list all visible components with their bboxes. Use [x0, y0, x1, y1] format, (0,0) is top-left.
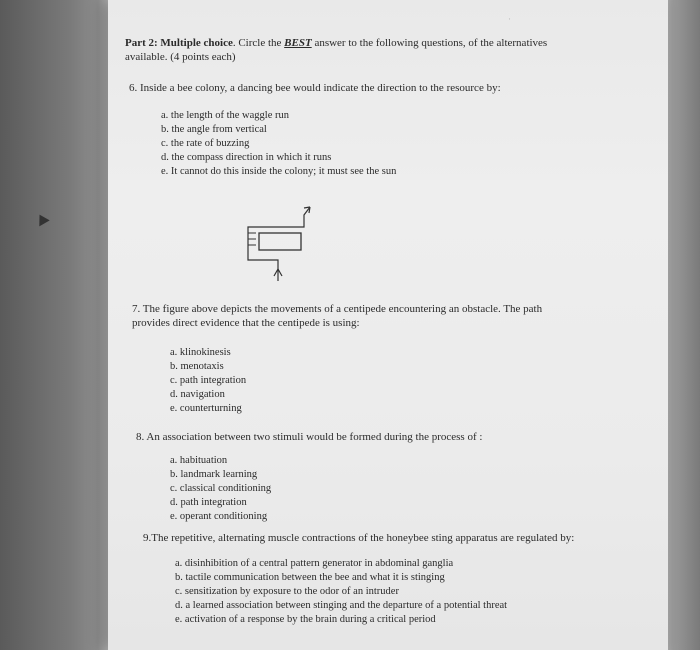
question-7-stem-line1: 7. The figure above depicts the movements of a centipede encountering an obstacle. The path — [132, 303, 543, 315]
q9-option-a[interactable]: a. disinhibition of a central pattern generator in abdominal ganglia — [175, 558, 454, 569]
question-8-stem: 8. An association between two stimuli would be formed during the process of : — [136, 431, 483, 443]
part-instruction-b: answer to the following questions, of the alternatives — [311, 37, 548, 49]
q8-option-b[interactable]: b. landmark learning — [170, 469, 258, 480]
q9-option-c[interactable]: c. sensitization by exposure to the odor of an intruder — [175, 586, 399, 597]
q7-option-e[interactable]: e. counterturning — [170, 403, 242, 414]
centipede-path-figure — [234, 193, 344, 288]
q8-option-d[interactable]: d. path integration — [170, 497, 247, 508]
q6-option-a[interactable]: a. the length of the waggle run — [161, 110, 289, 121]
q6-option-c[interactable]: c. the rate of buzzing — [161, 138, 250, 149]
q6-option-d[interactable]: d. the compass direction in which it runs — [161, 152, 332, 163]
q9-option-e[interactable]: e. activation of a response by the brain during a critical period — [175, 614, 436, 625]
part-instruction-a: . Circle the — [232, 37, 285, 49]
question-7-stem-line2: provides direct evidence that the centipede is using: — [132, 317, 360, 329]
q7-option-c[interactable]: c. path integration — [170, 375, 247, 386]
part-header-line2: available. (4 points each) — [125, 51, 236, 63]
q7-option-d[interactable]: d. navigation — [170, 389, 225, 400]
obstacle-rect — [259, 233, 301, 250]
question-6-stem: 6. Inside a bee colony, a dancing bee would indicate the direction to the resource by: — [129, 82, 501, 94]
q6-option-b[interactable]: b. the angle from vertical — [161, 124, 267, 135]
q8-option-a[interactable]: a. habituation — [170, 455, 228, 466]
track-marks — [248, 233, 256, 245]
exam-sheet — [108, 0, 668, 650]
question-9-stem: 9.The repetitive, alternating muscle contractions of the honeybee sting apparatus are regulated by: — [143, 532, 575, 544]
q9-option-d[interactable]: d. a learned association between stinging and the departure of a potential threat — [175, 600, 508, 611]
best-emphasis: BEST — [284, 37, 312, 49]
q8-option-c[interactable]: c. classical conditioning — [170, 483, 272, 494]
part-header — [125, 37, 547, 50]
q7-option-b[interactable]: b. menotaxis — [170, 361, 224, 372]
q7-option-a[interactable]: a. klinokinesis — [170, 347, 231, 358]
q6-option-e[interactable]: e. It cannot do this inside the colony; it must see the sun — [161, 166, 397, 177]
q9-option-b[interactable]: b. tactile communication between the bee and what it is stinging — [175, 572, 445, 583]
q8-option-e[interactable]: e. operant conditioning — [170, 511, 268, 522]
part-title: Part 2: Multiple choice — [125, 37, 233, 49]
paper-speck: · — [508, 14, 511, 24]
